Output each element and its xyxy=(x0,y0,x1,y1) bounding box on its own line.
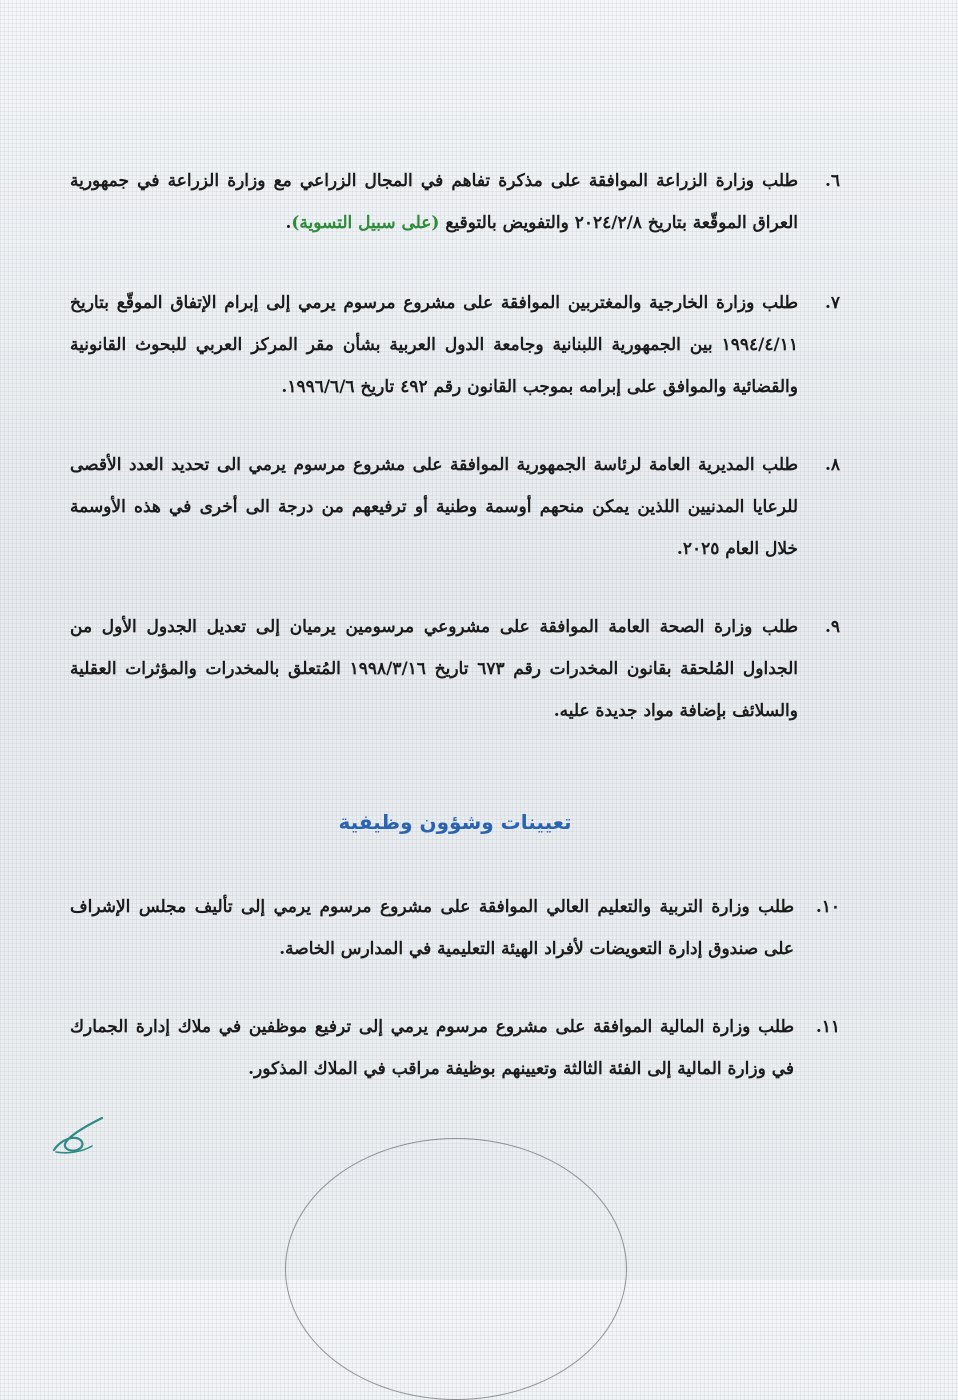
item-number: ١٠. xyxy=(815,897,840,917)
item-text: طلب وزارة الزراعة الموافقة على مذكرة تفاهم في المجال الزراعي مع وزارة الزراعة في جمهورية العراق الموقّعة بتاريخ ٢٠٢٤/٢/٨ والتفويض بالتوقيع xyxy=(70,171,798,233)
item-text: طلب وزارة الصحة العامة الموافقة على مشروعي مرسومين يرميان إلى تعديل الجدول الأول من الجداول المُلحقة بقانون المخدرات رقم ٦٧٣ تاريخ ١٩٩٨/٣/١٦ المُتعلق بالمخدرات والمؤثرات العقلية والسلائف بإضافة مواد جديدة عليه. xyxy=(70,617,798,721)
section-title: تعيينات وشؤون وظيفية xyxy=(338,810,572,834)
agenda-item-7 xyxy=(70,282,840,408)
item-number: ٨. xyxy=(824,455,840,475)
settlement-note: (على سبيل التسوية) xyxy=(291,213,440,233)
item-text: طلب وزارة الخارجية والمغتربين الموافقة على مشروع مرسوم يرمي إلى إبرام الإتفاق الموقّع بتاريخ ١٩٩٤/٤/١١ بين الجمهورية اللبنانية وجامعة الدول العربية بشأن مقر المركز العربي للبحوث القانونية والقضائية والموافق على إبرامه بموجب القانون رقم ٤٩٢ تاريخ ١٩٩٦/٦/٦. xyxy=(70,293,798,397)
agenda-item-10 xyxy=(70,886,840,970)
agenda-item-8 xyxy=(70,444,840,570)
agenda-item-9 xyxy=(70,606,840,732)
item-text: طلب المديرية العامة لرئاسة الجمهورية الموافقة على مشروع مرسوم يرمي الى تحديد العدد الأقصى للرعايا المدنيين اللذين يمكن منحهم أوسمة وطنية أو ترفيعهم من درجة الى أخرى في هذه الأوسمة خلال العام ٢٠٢٥. xyxy=(70,455,798,559)
document-page xyxy=(70,160,840,1090)
handwritten-signature xyxy=(48,1112,108,1160)
agenda-item-6 xyxy=(70,160,840,244)
item-number: ١١. xyxy=(815,1017,840,1037)
item-number: ٩. xyxy=(824,617,840,637)
item-number: ٦. xyxy=(824,171,840,191)
item-text: طلب وزارة التربية والتعليم العالي الموافقة على مشروع مرسوم يرمي إلى تأليف مجلس الإشراف على صندوق إدارة التعويضات لأفراد الهيئة التعليمية في المدارس الخاصة. xyxy=(70,897,794,959)
item-number: ٧. xyxy=(824,293,840,313)
item-text-end: . xyxy=(285,213,292,233)
agenda-item-11 xyxy=(70,1006,840,1090)
stamp-outline xyxy=(285,1138,627,1400)
item-text: طلب وزارة المالية الموافقة على مشروع مرسوم يرمي إلى ترفيع موظفين في ملاك إدارة الجمارك في وزارة المالية إلى الفئة الثالثة وتعيينهم بوظيفة مراقب في الملاك المذكور. xyxy=(70,1017,794,1079)
